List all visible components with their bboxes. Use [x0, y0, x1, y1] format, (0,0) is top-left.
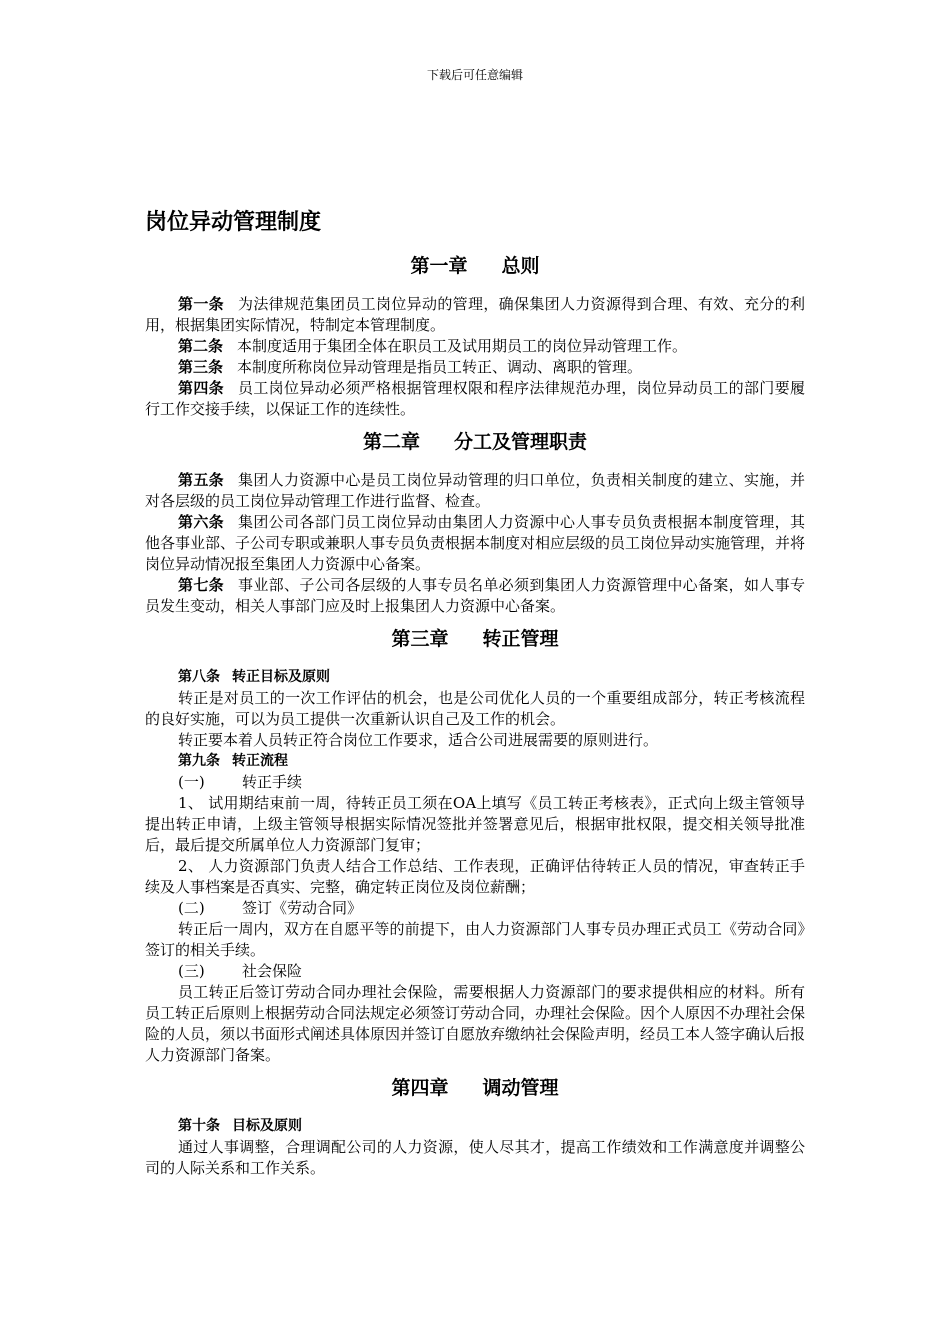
- article-label: 第七条: [178, 576, 224, 594]
- article-paragraph: [145, 357, 805, 378]
- body-paragraph: 转正要本着人员转正符合岗位工作要求，适合公司进展需要的原则进行。: [178, 731, 659, 749]
- article-heading-title: 转正流程: [232, 753, 288, 769]
- chapter-number: 第四章: [391, 1077, 449, 1099]
- article-text: 集团人力资源中心是员工岗位异动管理的归口单位，负责相关制度的建立、实施，并对各层级的员工岗位异动管理工作进行监督、检查。: [145, 471, 805, 510]
- article-heading-title: 转正目标及原则: [232, 669, 330, 685]
- body-paragraph: 转正是对员工的一次工作评估的机会，也是公司优化人员的一个重要组成部分，转正考核流程的良好实施，可以为员工提供一次重新认识自己及工作的机会。: [145, 689, 805, 728]
- article-label: 第九条: [178, 753, 220, 769]
- article-paragraph: [145, 512, 805, 575]
- article-paragraph: [145, 470, 805, 512]
- body-paragraph: 员工转正后签订劳动合同办理社会保险，需要根据人力资源部门的要求提供相应的材料。所有员工转正后原则上根据劳动合同法规定必须签订劳动合同，办理社会保险。因个人原因不办理社会保险的人员，须以书面形式阐述具体原因并签订自愿放弃缴纳社会保险声明，经员工本人签字确认后报人力资源部门备案。: [145, 983, 806, 1064]
- article-heading: [145, 667, 805, 688]
- subsection-number: (一): [178, 773, 205, 791]
- body-paragraph: 转正后一周内，双方在自愿平等的前提下，由人力资源部门人事专员办理正式员工《劳动合同》签订的相关手续。: [145, 920, 805, 959]
- chapter-title: 转正管理: [482, 628, 559, 650]
- subsection-heading: [145, 961, 805, 982]
- document-title: 岗位异动管理制度: [145, 210, 322, 235]
- article-label: 第四条: [178, 379, 224, 397]
- subsection-number: (三): [178, 962, 205, 980]
- chapter-number: 第一章: [410, 255, 468, 277]
- article-label: 第三条: [178, 358, 224, 376]
- article-heading: [145, 1116, 805, 1137]
- article-paragraph: [145, 294, 805, 336]
- article-label: 第二条: [178, 337, 224, 355]
- chapter-heading: [145, 428, 805, 456]
- article-heading-title: 目标及原则: [232, 1118, 302, 1134]
- chapter-heading: [145, 1074, 805, 1102]
- article-text: 本制度所称岗位异动管理是指员工转正、调动、离职的管理。: [237, 358, 643, 376]
- chapter-title: 总则: [501, 255, 540, 277]
- article-label: 第一条: [178, 295, 224, 313]
- document-body: [145, 208, 805, 1179]
- article-paragraph: [145, 575, 805, 617]
- chapter-title: 调动管理: [482, 1077, 559, 1099]
- chapter-heading: [145, 625, 805, 653]
- page-header-note: 下载后可任意编辑: [426, 68, 523, 82]
- article-label: 第十条: [178, 1118, 220, 1134]
- chapter-number: 第三章: [391, 628, 449, 650]
- subsection-title: 转正手续: [242, 773, 303, 791]
- article-label: 第五条: [178, 471, 224, 489]
- chapter-number: 第二章: [362, 431, 420, 453]
- article-paragraph: [145, 336, 805, 357]
- article-text: 本制度适用于集团全体在职员工及试用期员工的岗位异动管理工作。: [237, 337, 688, 355]
- article-text: 集团公司各部门员工岗位异动由集团人力资源中心人事专员负责根据本制度管理，其他各事业部、子公司专职或兼职人事专员负责根据本制度对相应层级的员工岗位异动实施管理，并将岗位异动情况报至集团人力资源中心备案。: [145, 513, 806, 573]
- article-paragraph: [145, 378, 805, 420]
- subsection-title: 社会保险: [242, 962, 303, 980]
- article-label: 第八条: [178, 669, 220, 685]
- subsection-title: 签订《劳动合同》: [242, 899, 363, 917]
- article-text: 为法律规范集团员工岗位异动的管理，确保集团人力资源得到合理、有效、充分的利用，根据集团实际情况，特制定本管理制度。: [145, 295, 805, 334]
- list-item: 2、 人力资源部门负责人结合工作总结、工作表现，正确评估待转正人员的情况，审查转正手续及人事档案是否真实、完整，确定转正岗位及岗位薪酬；: [145, 857, 805, 896]
- subsection-number: (二): [178, 899, 205, 917]
- article-text: 员工岗位异动必须严格根据管理权限和程序法律规范办理，岗位异动员工的部门要履行工作交接手续，以保证工作的连续性。: [145, 379, 805, 418]
- body-paragraph: 通过人事调整，合理调配公司的人力资源，使人尽其才，提高工作绩效和工作满意度并调整公司的人际关系和工作关系。: [145, 1138, 805, 1177]
- chapter-heading: [145, 252, 805, 280]
- subsection-heading: [145, 772, 805, 793]
- article-text: 事业部、子公司各层级的人事专员名单必须到集团人力资源管理中心备案，如人事专员发生变动，相关人事部门应及时上报集团人力资源中心备案。: [145, 576, 805, 615]
- chapter-title: 分工及管理职责: [454, 431, 588, 453]
- article-heading: [145, 751, 805, 772]
- list-item: 1、 试用期结束前一周，待转正员工须在OA上填写《员工转正考核表》，正式向上级主管领导提出转正申请，上级主管领导根据实际情况签批并签署意见后，根据审批权限，提交相关领导批准后，最后提交所属单位人力资源部门复审；: [145, 794, 805, 854]
- subsection-heading: [145, 898, 805, 919]
- article-label: 第六条: [178, 513, 224, 531]
